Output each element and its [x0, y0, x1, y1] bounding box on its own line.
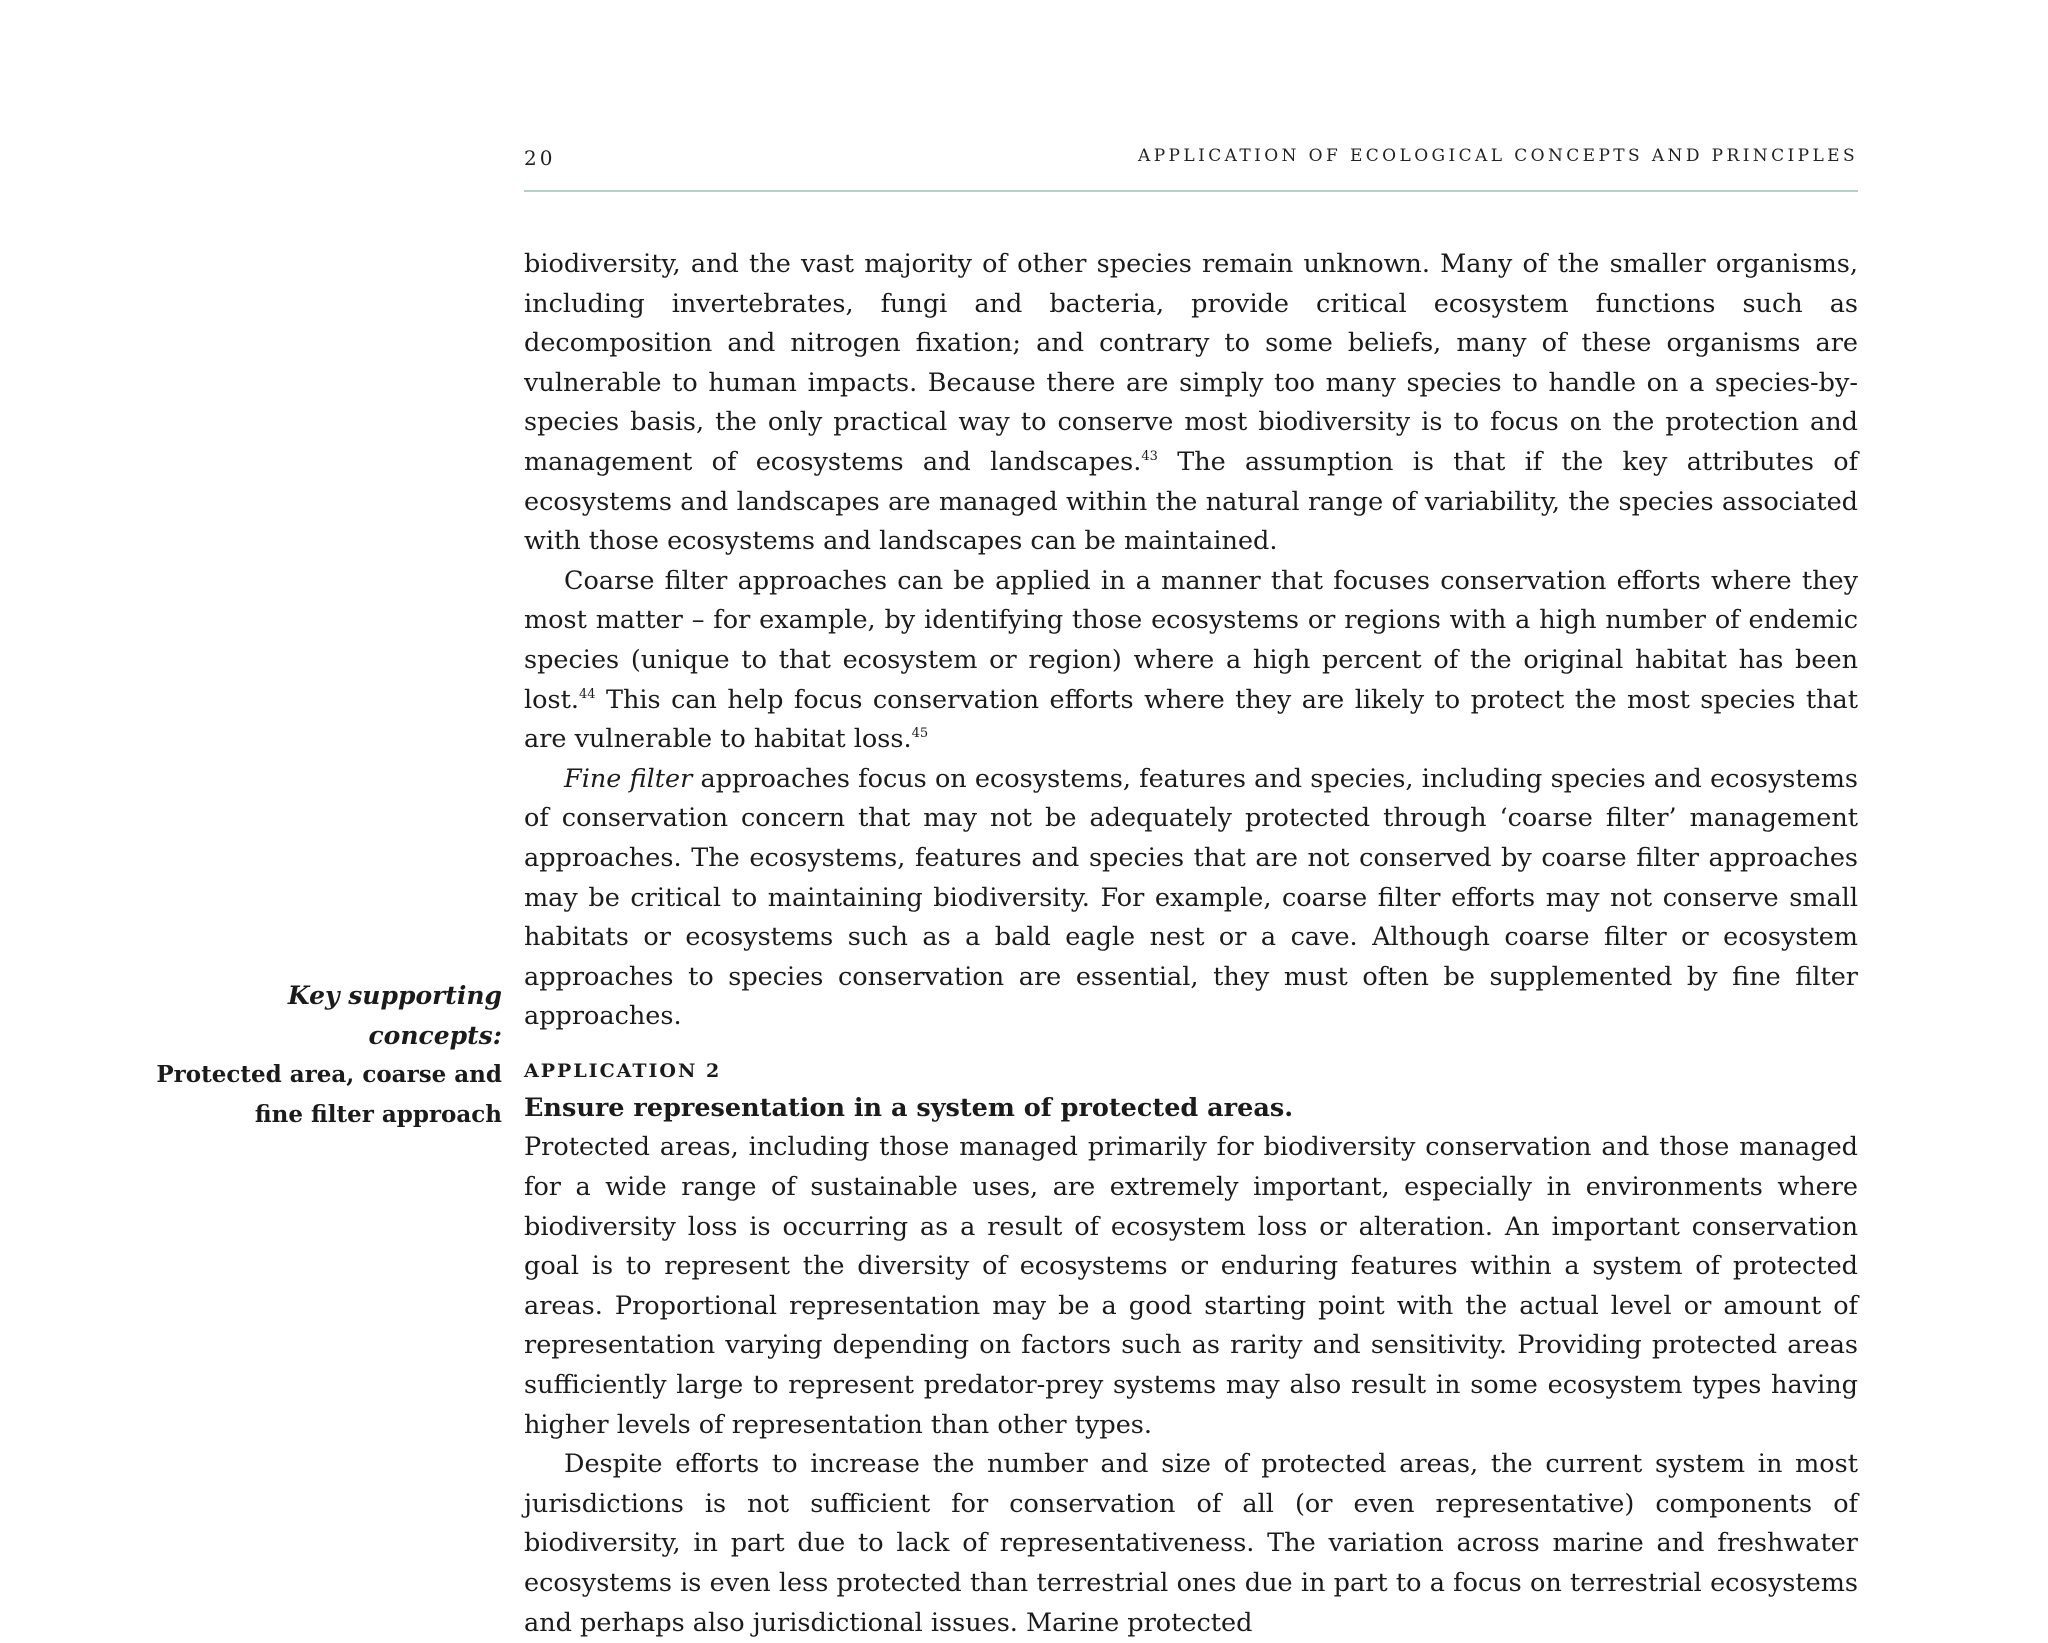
application-label: APPLICATION 2: [524, 1059, 722, 1082]
footnote-ref: 44: [578, 686, 596, 702]
paragraph-biodiversity: biodiversity, and the vast majority of other species remain unknown. Many of the smaller organisms, including invertebrates, fungi and bacteria, provide critical ecosystem functions such as decomposition and nitrogen fixation; and contrary to some beliefs, many of these organisms are vulnerable to human impacts. Because there are simply too many species to handle on a species-by-species basis, the only practical way to conserve most biodiversity is to focus on the protection and management of ecosystems and landscapes.$^{43}$ The assumption is that if the key attributes of ecosystems and landscapes are managed within the natural range of variability, the species associated with those ecosystems and landscapes can be maintained.: [524, 249, 1859, 557]
application-heading: Ensure representation in a system of protected areas.: [524, 1092, 1294, 1123]
paragraph-coarse-filter: Coarse filter approaches can be applied in a manner that focuses conservation efforts where they most matter – for example, by identifying those ecosystems or regions with a high number of endemic species (unique to that ecosystem or region) where a high percent of the original habitat has been lost.$^{44}$ This can help focus conservation efforts where they are likely to protect the most species that are vulnerable to habitat loss.$^{45}$: [524, 565, 1858, 755]
paragraph-protected-areas: Protected areas, including those managed primarily for biodiversity conservation and those managed for a wide range of sustainable uses, are extremely important, especially in environments where biodiversity loss is occurring as a result of ecosystem loss or alteration. An important conservation goal is to represent the diversity of ecosystems or enduring features within a system of protected areas. Proportional representation may be a good starting point with the actual level or amount of representation varying depending on factors such as rarity and sensitivity. Providing protected areas sufficiently large to represent predator-prey systems may also result in some ecosystem types having higher levels of representation than other types.: [524, 1132, 1858, 1440]
body-text: [524, 245, 1858, 1643]
margin-note: [150, 976, 502, 1134]
paragraph-fine-filter: Fine filter approaches focus on ecosystems, features and species, including species and ecosystems of conservation concern that may not be adequately protected through ‘coarse filter’ management approaches. The ecosystems, features and species that are not conserved by coarse filter approaches may be critical to maintaining biodiversity. For example, coarse filter efforts may not conserve small habitats or ecosystems such as a bald eagle nest or a cave. Although coarse filter or ecosystem approaches to species conservation are essential, they must often be supplemented by fine filter approaches.: [524, 763, 1858, 1032]
footnote-ref: 43: [1141, 448, 1158, 464]
margin-note-concepts-line2: fine filter approach: [254, 1100, 502, 1128]
paragraph-representativeness: Despite efforts to increase the number and size of protected areas, the current system in most jurisdictions is not sufficient for conservation of all (or even representative) components of biodiversity, in part due to lack of representativeness. The variation across marine and freshwater ecosystems is even less protected than terrestrial ones due in part to a focus on terrestrial ecosystems and perhaps also jurisdictional issues. Marine protected: [524, 1449, 1858, 1638]
running-header: [524, 146, 1858, 192]
footnote-ref: 45: [911, 726, 929, 742]
margin-note-label: Key supporting concepts:: [287, 981, 502, 1050]
margin-note-concepts-line1: Protected area, coarse and: [156, 1061, 502, 1089]
running-title: APPLICATION OF ECOLOGICAL CONCEPTS AND PRINCIPLES: [1138, 146, 1858, 166]
page-number: 20: [524, 146, 556, 170]
